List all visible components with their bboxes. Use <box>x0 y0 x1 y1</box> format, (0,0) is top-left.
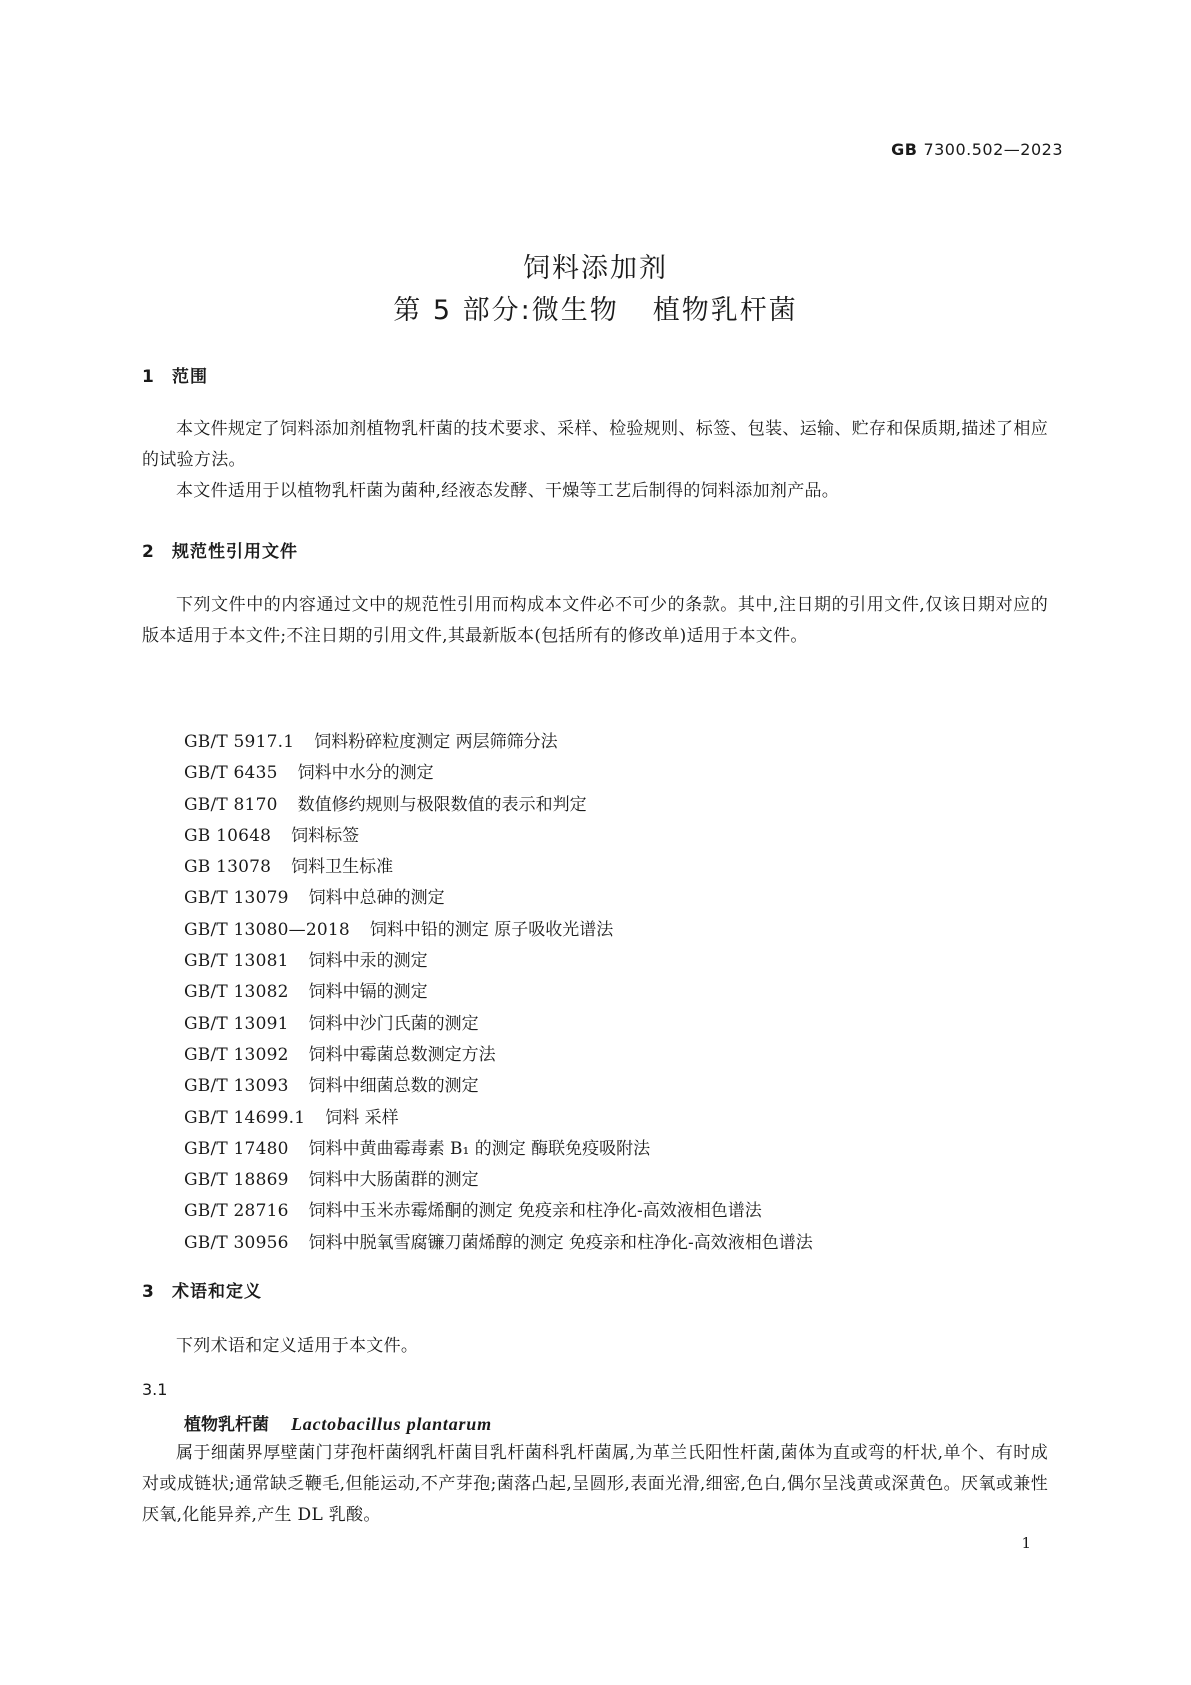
definition-text: 属于细菌界厚壁菌门芽孢杆菌纲乳杆菌目乳杆菌科乳杆菌属,为革兰氏阳性杆菌,菌体为直或弯的杆状,单个、有时成对或成链状;通常缺乏鞭毛,但能运动,不产芽孢;菌落凸起,呈圆形,表面光滑,细密,色白,偶尔呈浅黄或深黄色。厌氧或兼性厌氧,化能异养,产生 DL 乳酸。 <box>142 1443 1048 1525</box>
reference-code: GB/T 28716 <box>184 1201 289 1222</box>
reference-code: GB/T 13079 <box>184 888 289 909</box>
section-title: 规范性引用文件 <box>172 542 298 562</box>
reference-code: GB/T 13092 <box>184 1044 289 1065</box>
reference-title: 饲料中镉的测定 <box>308 982 428 1003</box>
section-3-heading <box>142 1277 262 1302</box>
document-title-line2 <box>0 288 1191 327</box>
reference-title: 饲料中玉米赤霉烯酮的测定 免疫亲和柱净化-高效液相色谱法 <box>308 1201 762 1222</box>
reference-item <box>184 758 813 789</box>
reference-title: 饲料中汞的测定 <box>308 951 428 972</box>
reference-title: 饲料 采样 <box>325 1107 399 1128</box>
definition-term <box>184 1410 492 1435</box>
section-number: 2 <box>142 542 155 562</box>
page-number: 1 <box>1021 1534 1031 1552</box>
reference-code: GB/T 17480 <box>184 1138 289 1159</box>
reference-title: 饲料粉碎粒度测定 两层筛筛分法 <box>314 732 558 752</box>
reference-code: GB/T 8170 <box>184 794 278 815</box>
reference-code: GB/T 14699.1 <box>184 1107 306 1128</box>
section-1-paragraph-1: 本文件规定了饲料添加剂植物乳杆菌的技术要求、采样、检验规则、标签、包装、运输、贮存和保质期,描述了相应的试验方法。 <box>142 419 1048 470</box>
definition-number: 3.1 <box>142 1380 168 1399</box>
term-latin: Lactobacillus plantarum <box>291 1414 492 1434</box>
reference-code: GB 13078 <box>184 857 272 878</box>
standard-code <box>891 140 1063 159</box>
reference-item <box>184 727 813 758</box>
reference-code: GB/T 13091 <box>184 1013 289 1034</box>
reference-title: 饲料中总砷的测定 <box>308 888 445 909</box>
reference-code: GB/T 18869 <box>184 1170 289 1191</box>
section-1-paragraph-2: 本文件适用于以植物乳杆菌为菌种,经液态发酵、干燥等工艺后制得的饲料添加剂产品。 <box>176 481 840 501</box>
term-chinese: 植物乳杆菌 <box>184 1415 269 1435</box>
reference-code: GB/T 13093 <box>184 1076 289 1097</box>
document-title-name: 植物乳杆菌 <box>652 295 798 326</box>
reference-title: 饲料中铅的测定 原子吸收光谱法 <box>369 919 614 940</box>
reference-title: 饲料中霉菌总数测定方法 <box>308 1044 496 1065</box>
section-number: 3 <box>142 1282 155 1302</box>
reference-code: GB/T 30956 <box>184 1232 289 1253</box>
normative-references-list <box>184 727 813 1259</box>
reference-title: 饲料中大肠菌群的测定 <box>308 1170 479 1191</box>
reference-item <box>184 946 813 977</box>
section-2-paragraph-1: 下列文件中的内容通过文中的规范性引用而构成本文件必不可少的条款。其中,注日期的引用文件,仅该日期对应的版本适用于本文件;不注日期的引用文件,其最新版本(包括所有的修改单)适用于本文件。 <box>142 595 1048 646</box>
section-title: 术语和定义 <box>172 1282 262 1302</box>
reference-title: 饲料中脱氧雪腐镰刀菌烯醇的测定 免疫亲和柱净化-高效液相色谱法 <box>308 1232 813 1253</box>
reference-item <box>184 790 813 821</box>
section-3-paragraph-1: 下列术语和定义适用于本文件。 <box>176 1336 419 1356</box>
section-1-heading <box>142 362 208 387</box>
reference-title: 饲料中细菌总数的测定 <box>308 1076 479 1097</box>
section-title: 范围 <box>172 367 208 387</box>
reference-item <box>184 1196 813 1227</box>
reference-code: GB/T 5917.1 <box>184 732 295 752</box>
reference-item <box>184 883 813 914</box>
reference-title: 饲料卫生标准 <box>291 857 394 878</box>
reference-item <box>184 1071 813 1102</box>
document-title-part: 第 5 部分:微生物 <box>393 295 619 326</box>
section-number: 1 <box>142 367 155 387</box>
reference-title: 饲料标签 <box>291 825 360 846</box>
document-title-line1: 饲料添加剂 <box>523 253 668 284</box>
reference-code: GB/T 13080—2018 <box>184 919 350 940</box>
standard-prefix: GB <box>891 140 918 159</box>
standard-number: 7300.502—2023 <box>923 140 1063 159</box>
reference-item <box>184 1009 813 1040</box>
reference-item <box>184 1040 813 1071</box>
section-2-heading <box>142 537 298 562</box>
reference-title: 数值修约规则与极限数值的表示和判定 <box>297 794 587 815</box>
reference-code: GB 10648 <box>184 825 272 846</box>
reference-item <box>184 1165 813 1196</box>
reference-item <box>184 1134 813 1165</box>
reference-item <box>184 1103 813 1134</box>
reference-title: 饲料中水分的测定 <box>297 763 434 784</box>
reference-item <box>184 821 813 852</box>
reference-code: GB/T 13081 <box>184 951 289 972</box>
reference-title: 饲料中沙门氏菌的测定 <box>308 1013 479 1034</box>
reference-item <box>184 977 813 1008</box>
reference-item <box>184 852 813 883</box>
reference-title: 饲料中黄曲霉毒素 B₁ 的测定 酶联免疫吸附法 <box>308 1138 651 1159</box>
reference-code: GB/T 13082 <box>184 982 289 1003</box>
reference-code: GB/T 6435 <box>184 763 278 784</box>
reference-item <box>184 915 813 946</box>
reference-item <box>184 1228 813 1259</box>
